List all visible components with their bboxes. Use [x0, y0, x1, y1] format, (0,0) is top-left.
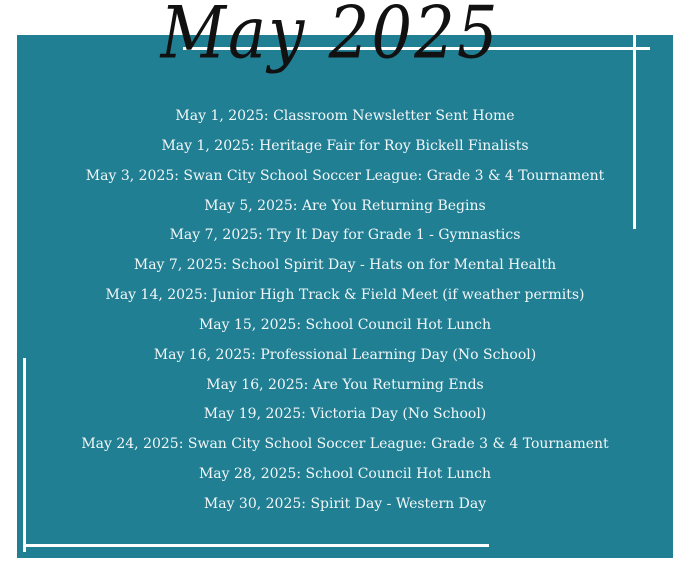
- event-item: May 15, 2025: School Council Hot Lunch: [198, 316, 492, 333]
- event-list: [17, 102, 673, 520]
- event-item: May 14, 2025: Junior High Track & Field Meet (if weather permits): [105, 287, 585, 304]
- event-item: May 1, 2025: Classroom Newsletter Sent Home: [175, 108, 515, 124]
- event-item: May 16, 2025: Are You Returning Ends: [206, 376, 484, 393]
- event-item: May 7, 2025: Try It Day for Grade 1 - Gymnastics: [169, 227, 521, 244]
- event-item: May 19, 2025: Victoria Day (No School): [203, 406, 487, 423]
- event-item: May 3, 2025: Swan City School Soccer League: Grade 3 & 4 Tournament: [85, 167, 605, 184]
- event-item: May 1, 2025: Heritage Fair for Roy Bickell Finalists: [161, 137, 529, 154]
- frame-line-bottom: [23, 544, 489, 547]
- event-item: May 16, 2025: Professional Learning Day (No School): [153, 346, 537, 363]
- event-item: May 30, 2025: Spirit Day - Western Day: [203, 495, 487, 512]
- event-item: May 5, 2025: Are You Returning Begins: [204, 197, 486, 214]
- event-item: May 7, 2025: School Spirit Day - Hats on for Mental Health: [133, 257, 557, 274]
- event-item: May 24, 2025: Swan City School Soccer League: Grade 3 & 4 Tournament: [81, 436, 609, 453]
- event-item: May 28, 2025: School Council Hot Lunch: [198, 466, 492, 483]
- month-title: May 2025: [160, 0, 500, 76]
